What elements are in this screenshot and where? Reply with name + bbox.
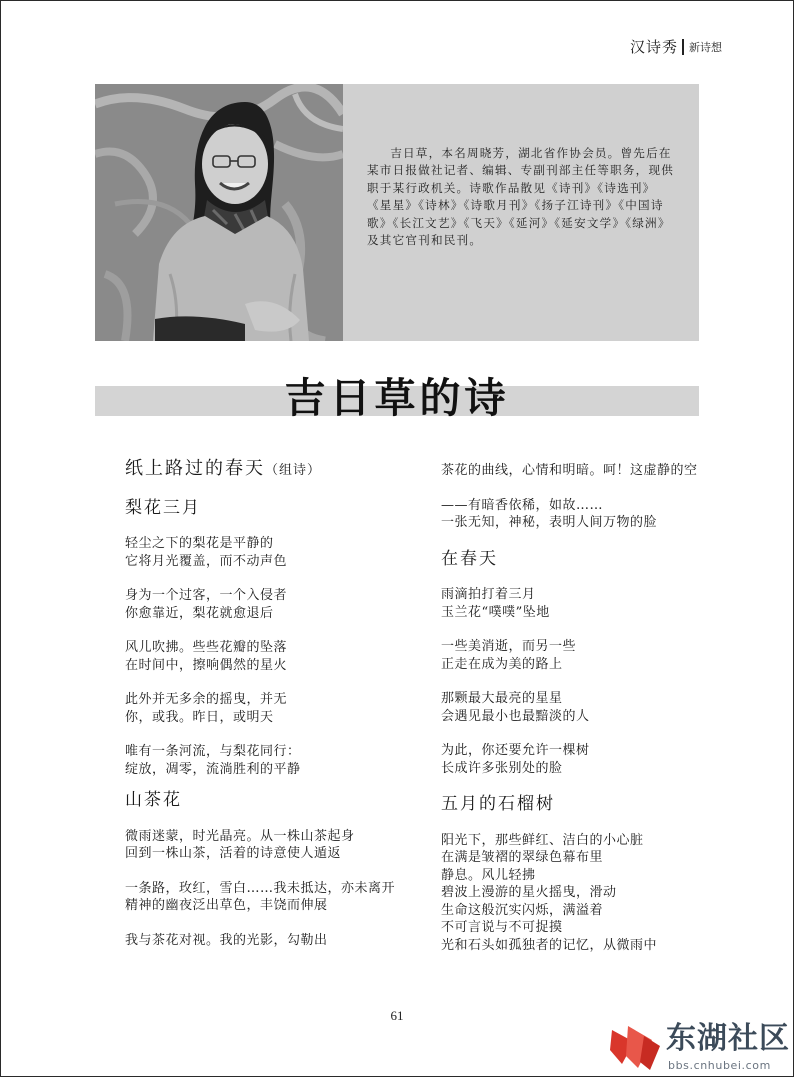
poem-line: 一张无知，神秘，表明人间万物的脸 xyxy=(441,515,658,530)
poem-line: 正走在成为美的路上 xyxy=(441,656,563,672)
poem-line: 在满是皱褶的翠绿色幕布里 xyxy=(441,850,604,865)
site-name: 东湖社区 xyxy=(666,1021,790,1056)
stanza xyxy=(441,462,703,480)
poem-line: 微雨迷蒙，时光晶亮。从一株山茶起身 xyxy=(125,828,355,844)
poem-line: 此外并无多余的摇曳，并无 xyxy=(125,692,288,707)
suite-title-text: 纸上路过的春天 xyxy=(125,458,265,479)
poem-camellia-continued xyxy=(441,462,703,532)
poem-line: 不可言说与不可捉摸 xyxy=(441,920,563,935)
poem-line: 精神的幽夜泛出草色，丰饶而伸展 xyxy=(125,898,328,913)
poem-line: 绽放，凋零，流淌胜利的平静 xyxy=(125,761,301,777)
poem-line: 一条路，玫红，雪白……我未抵达，亦未离开 xyxy=(125,880,396,896)
poem-in-spring xyxy=(441,548,703,778)
poem-pear-blossom xyxy=(125,497,405,779)
left-column xyxy=(125,460,405,966)
site-logo-icon xyxy=(608,1020,666,1076)
stanza xyxy=(441,742,703,777)
poem-line: 长成许多张别处的脸 xyxy=(441,760,563,776)
poem-line: 那颗最大最亮的星星 xyxy=(441,691,563,706)
poem-title: 在春天 xyxy=(441,548,498,569)
author-bio-panel xyxy=(95,84,699,341)
poem-line: 轻尘之下的梨花是平静的 xyxy=(125,536,274,551)
poem-line: 生命这般沉实闪烁，满溢着 xyxy=(441,902,604,918)
poem-line: 它将月光覆盖，而不动声色 xyxy=(125,553,288,569)
poem-line: 一些美消逝，而另一些 xyxy=(441,639,577,654)
stanza xyxy=(125,932,405,950)
site-watermark xyxy=(608,1018,790,1076)
stanza xyxy=(125,535,405,570)
poem-line: 雨滴拍打着三月 xyxy=(441,587,536,602)
section-name: 新诗想 xyxy=(689,40,722,54)
stanza xyxy=(441,690,703,725)
poem-line: 我与茶花对视。我的光影，勾勒出 xyxy=(125,932,328,948)
poem-line: 风儿吹拂。些些花瓣的坠落 xyxy=(125,640,288,655)
suite-note: （组诗） xyxy=(265,463,322,478)
stanza xyxy=(125,880,405,915)
stanza xyxy=(441,832,703,955)
author-photo xyxy=(95,84,343,341)
poem-line: 回到一株山茶，活着的诗意使人遁返 xyxy=(125,846,342,861)
stanza xyxy=(441,586,703,621)
poem-line: 阳光下，那些鲜红、洁白的小心脏 xyxy=(441,832,644,848)
poem-line: 身为一个过客，一个入侵者 xyxy=(125,588,288,603)
site-url: bbs.cnhubei.com xyxy=(668,1059,771,1072)
poem-line: 你愈靠近，梨花就愈退后 xyxy=(125,605,274,621)
stanza xyxy=(125,828,405,863)
stanza xyxy=(441,638,703,673)
stanza xyxy=(125,587,405,622)
poem-line: 碧波上漫游的星火摇曳，滑动 xyxy=(441,885,617,900)
column-name: 汉诗秀 xyxy=(629,38,678,56)
poem-pomegranate xyxy=(441,796,703,954)
right-column xyxy=(441,462,703,971)
stanza xyxy=(125,639,405,674)
poem-line: 为此，你还要允许一棵树 xyxy=(441,743,590,758)
poem-line: 光和石头如孤独者的记忆，从微雨中 xyxy=(441,937,658,953)
poem-line: 静息。风儿轻拂 xyxy=(441,867,536,883)
author-bio xyxy=(367,145,675,249)
poem-title: 山茶花 xyxy=(125,790,182,810)
running-head xyxy=(630,36,722,57)
stanza xyxy=(441,497,703,532)
poem-line: 会遇见最小也最黯淡的人 xyxy=(441,708,590,724)
poem-line: 茶花的曲线，心情和明暗。呵！这虚静的空 xyxy=(441,463,698,478)
running-head-divider xyxy=(682,39,684,55)
poem-line: 在时间中，擦响偶然的星火 xyxy=(125,657,288,673)
poem-line: 你，或我。昨日，或明天 xyxy=(125,709,274,725)
page-number: 61 xyxy=(390,1008,404,1023)
poem-title: 五月的石榴树 xyxy=(441,794,555,814)
poem-title: 梨花三月 xyxy=(125,497,201,518)
stanza xyxy=(125,691,405,726)
poem-line: 唯有一条河流，与梨花同行： xyxy=(125,744,301,759)
poem-camellia xyxy=(125,792,405,949)
poem-line: 玉兰花“噗噗”坠地 xyxy=(441,604,550,620)
poem-line: ——有暗香依稀，如故…… xyxy=(441,497,604,513)
author-bio-text: 吉日草，本名周晓芳，湖北省作协会员。曾先后在某市日报做社记者、编辑、专副刊部主任等职务，现供职于某行政机关。诗歌作品散见《诗刊》《诗选刊》《星星》《诗林》《诗歌月刊》《扬子江诗刊》《中国诗歌》《长江文艺》《飞天》《延河》《延安文学》《绿洲》及其它官刊和民刊。 xyxy=(367,146,675,248)
suite-title xyxy=(125,460,405,480)
stanza xyxy=(125,743,405,778)
page-title: 吉日草的诗 xyxy=(284,374,510,422)
